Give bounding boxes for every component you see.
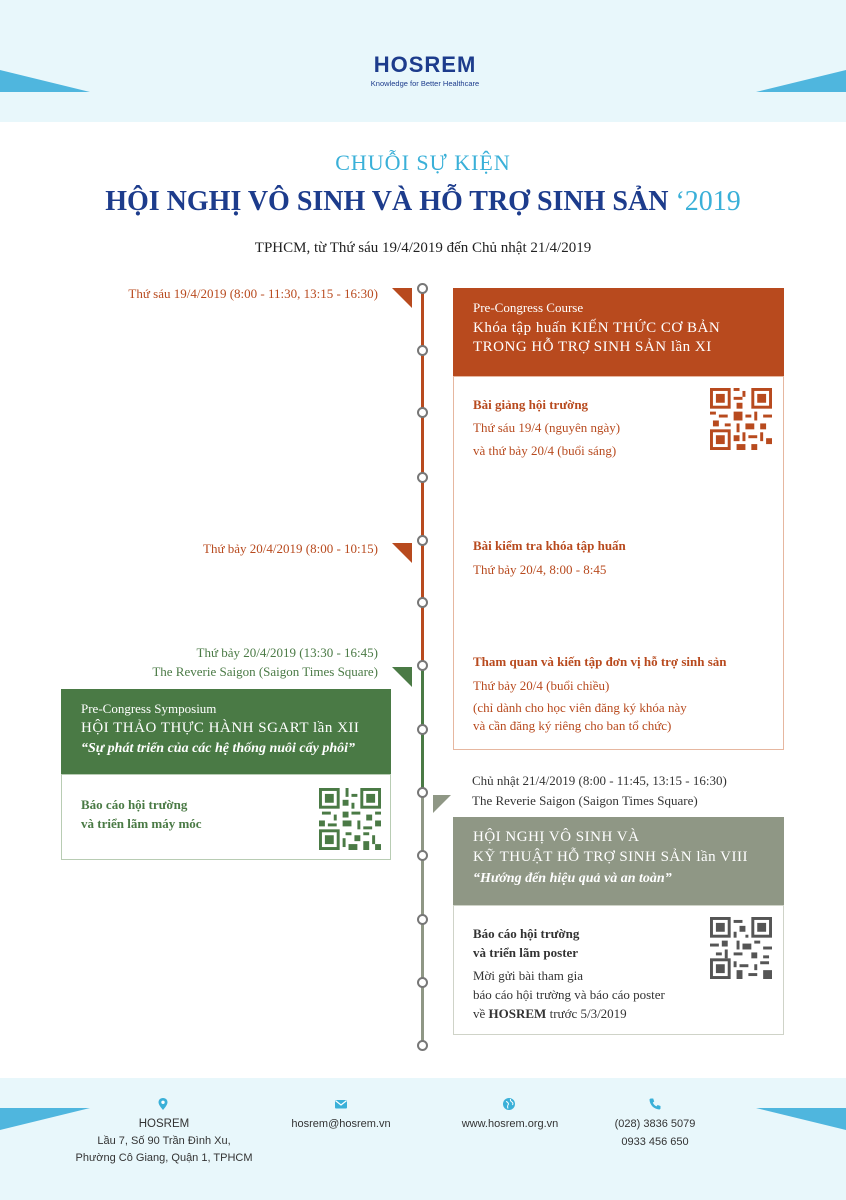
course-title-line1: Khóa tập huấn KIẾN THỨC CƠ BẢN	[473, 320, 721, 336]
timeline-dot	[417, 850, 428, 861]
footer-address-line2: Phường Cô Giang, Quận 1, TPHCM	[75, 1152, 253, 1164]
timeline-dot	[417, 472, 428, 483]
qr-code-icon[interactable]	[319, 788, 381, 850]
congress-title-line2: KỸ THUẬT HỖ TRỢ SINH SẢN lần VIII	[473, 849, 748, 865]
symposium-theme: “Sự phát triển của các hệ thống nuôi cấy phôi”	[81, 741, 356, 756]
phone-icon	[648, 1097, 662, 1111]
date-flag	[392, 667, 412, 687]
course-card-header	[453, 288, 784, 376]
footer-phone-1[interactable]: (028) 3836 5079	[614, 1118, 696, 1130]
date-label-day2-afternoon: Thứ bảy 20/4/2019 (13:30 - 16:45)	[196, 645, 378, 660]
footer-accent-right	[756, 1108, 846, 1130]
congress-item-line	[473, 1006, 627, 1022]
qr-code-icon[interactable]	[710, 388, 772, 450]
venue-label-day2: The Reverie Saigon (Saigon Times Square)	[152, 664, 378, 679]
footer-org: HOSREM	[138, 1118, 190, 1130]
symposium-type: Pre-Congress Symposium	[81, 701, 217, 716]
timeline-dot	[417, 345, 428, 356]
date-label-day2-morning: Thứ bảy 20/4/2019 (8:00 - 10:15)	[203, 541, 378, 556]
timeline-dot	[417, 283, 428, 294]
globe-icon	[502, 1097, 516, 1111]
congress-theme: “Hướng đến hiệu quả và an toàn”	[473, 871, 672, 886]
date-flag	[392, 543, 412, 563]
deadline-prefix: về	[473, 1006, 486, 1021]
course-item-title: Bài kiểm tra khóa tập huấn	[473, 538, 626, 553]
course-item-line: và cần đăng ký riêng cho ban tổ chức)	[473, 718, 672, 733]
event-series-label: CHUỖI SỰ KIỆN	[335, 150, 511, 175]
timeline-dot	[417, 787, 428, 798]
location-pin-icon	[156, 1097, 170, 1111]
footer-address-line1: Lầu 7, Số 90 Trần Đình Xu,	[97, 1135, 231, 1147]
congress-item-title: và triển lãm poster	[473, 945, 579, 960]
logo-tagline: Knowledge for Better Healthcare	[370, 79, 480, 88]
course-type: Pre-Congress Course	[473, 300, 584, 315]
timeline-dot	[417, 1040, 428, 1051]
symposium-item-line: Báo cáo hội trường	[81, 797, 188, 812]
course-title-line2: TRONG HỖ TRỢ SINH SẢN lần XI	[473, 339, 712, 355]
header-accent-left	[0, 70, 90, 92]
symposium-card-header	[61, 689, 391, 774]
hosrem-logo	[360, 52, 490, 88]
course-item-line: Thứ bảy 20/4, 8:00 - 8:45	[473, 562, 607, 577]
course-item-title: Tham quan và kiến tập đơn vị hỗ trợ sinh sản	[473, 654, 727, 669]
congress-card-header	[453, 817, 784, 905]
timeline-dot	[417, 535, 428, 546]
page-title	[0, 186, 846, 218]
timeline-dot	[417, 977, 428, 988]
title-text: HỘI NGHỊ VÔ SINH VÀ HỖ TRỢ SINH SẢN	[105, 186, 669, 217]
footer-website[interactable]: www.hosrem.org.vn	[461, 1118, 559, 1130]
course-item-line: và thứ bảy 20/4 (buổi sáng)	[473, 443, 617, 458]
timeline-dot	[417, 914, 428, 925]
footer-email[interactable]: hosrem@hosrem.vn	[291, 1118, 391, 1130]
timeline-dot	[417, 597, 428, 608]
congress-item-line: Mời gửi bài tham gia	[473, 968, 583, 983]
timeline-dot	[417, 660, 428, 671]
deadline-date: trước 5/3/2019	[549, 1006, 627, 1021]
date-flag	[392, 288, 412, 308]
course-item-line: Thứ bảy 20/4 (buổi chiều)	[473, 678, 610, 693]
footer-phone-2[interactable]: 0933 456 650	[621, 1136, 689, 1148]
header-accent-right	[756, 70, 846, 92]
timeline-dot	[417, 407, 428, 418]
symposium-title: HỘI THẢO THỰC HÀNH SGART lần XII	[81, 720, 360, 736]
congress-title-line1: HỘI NGHỊ VÔ SINH VÀ	[473, 829, 640, 845]
logo-name: HOSREM	[373, 52, 477, 77]
footer-accent-left	[0, 1108, 90, 1130]
congress-item-line: báo cáo hội trường và báo cáo poster	[473, 987, 665, 1002]
course-item-line: (chỉ dành cho học viên đăng ký khóa này	[473, 700, 687, 715]
qr-code-icon[interactable]	[710, 917, 772, 979]
date-label-day3: Chủ nhật 21/4/2019 (8:00 - 11:45, 13:15 - 16:30)	[472, 773, 727, 788]
event-dates: TPHCM, từ Thứ sáu 19/4/2019 đến Chủ nhật 21/4/2019	[254, 240, 592, 256]
deadline-org: HOSREM	[488, 1006, 547, 1021]
symposium-item-line: và triển lãm máy móc	[81, 816, 202, 831]
title-year: ‘2019	[675, 186, 741, 217]
venue-label-day3: The Reverie Saigon (Saigon Times Square)	[472, 793, 698, 808]
congress-item-title: Báo cáo hội trường	[473, 926, 580, 941]
date-label-day1: Thứ sáu 19/4/2019 (8:00 - 11:30, 13:15 - 16:30)	[128, 286, 378, 301]
timeline-dot	[417, 724, 428, 735]
course-item-title: Bài giảng hội trường	[473, 397, 589, 412]
course-item-line: Thứ sáu 19/4 (nguyên ngày)	[473, 420, 621, 435]
email-icon	[334, 1097, 348, 1111]
date-flag	[433, 795, 451, 813]
